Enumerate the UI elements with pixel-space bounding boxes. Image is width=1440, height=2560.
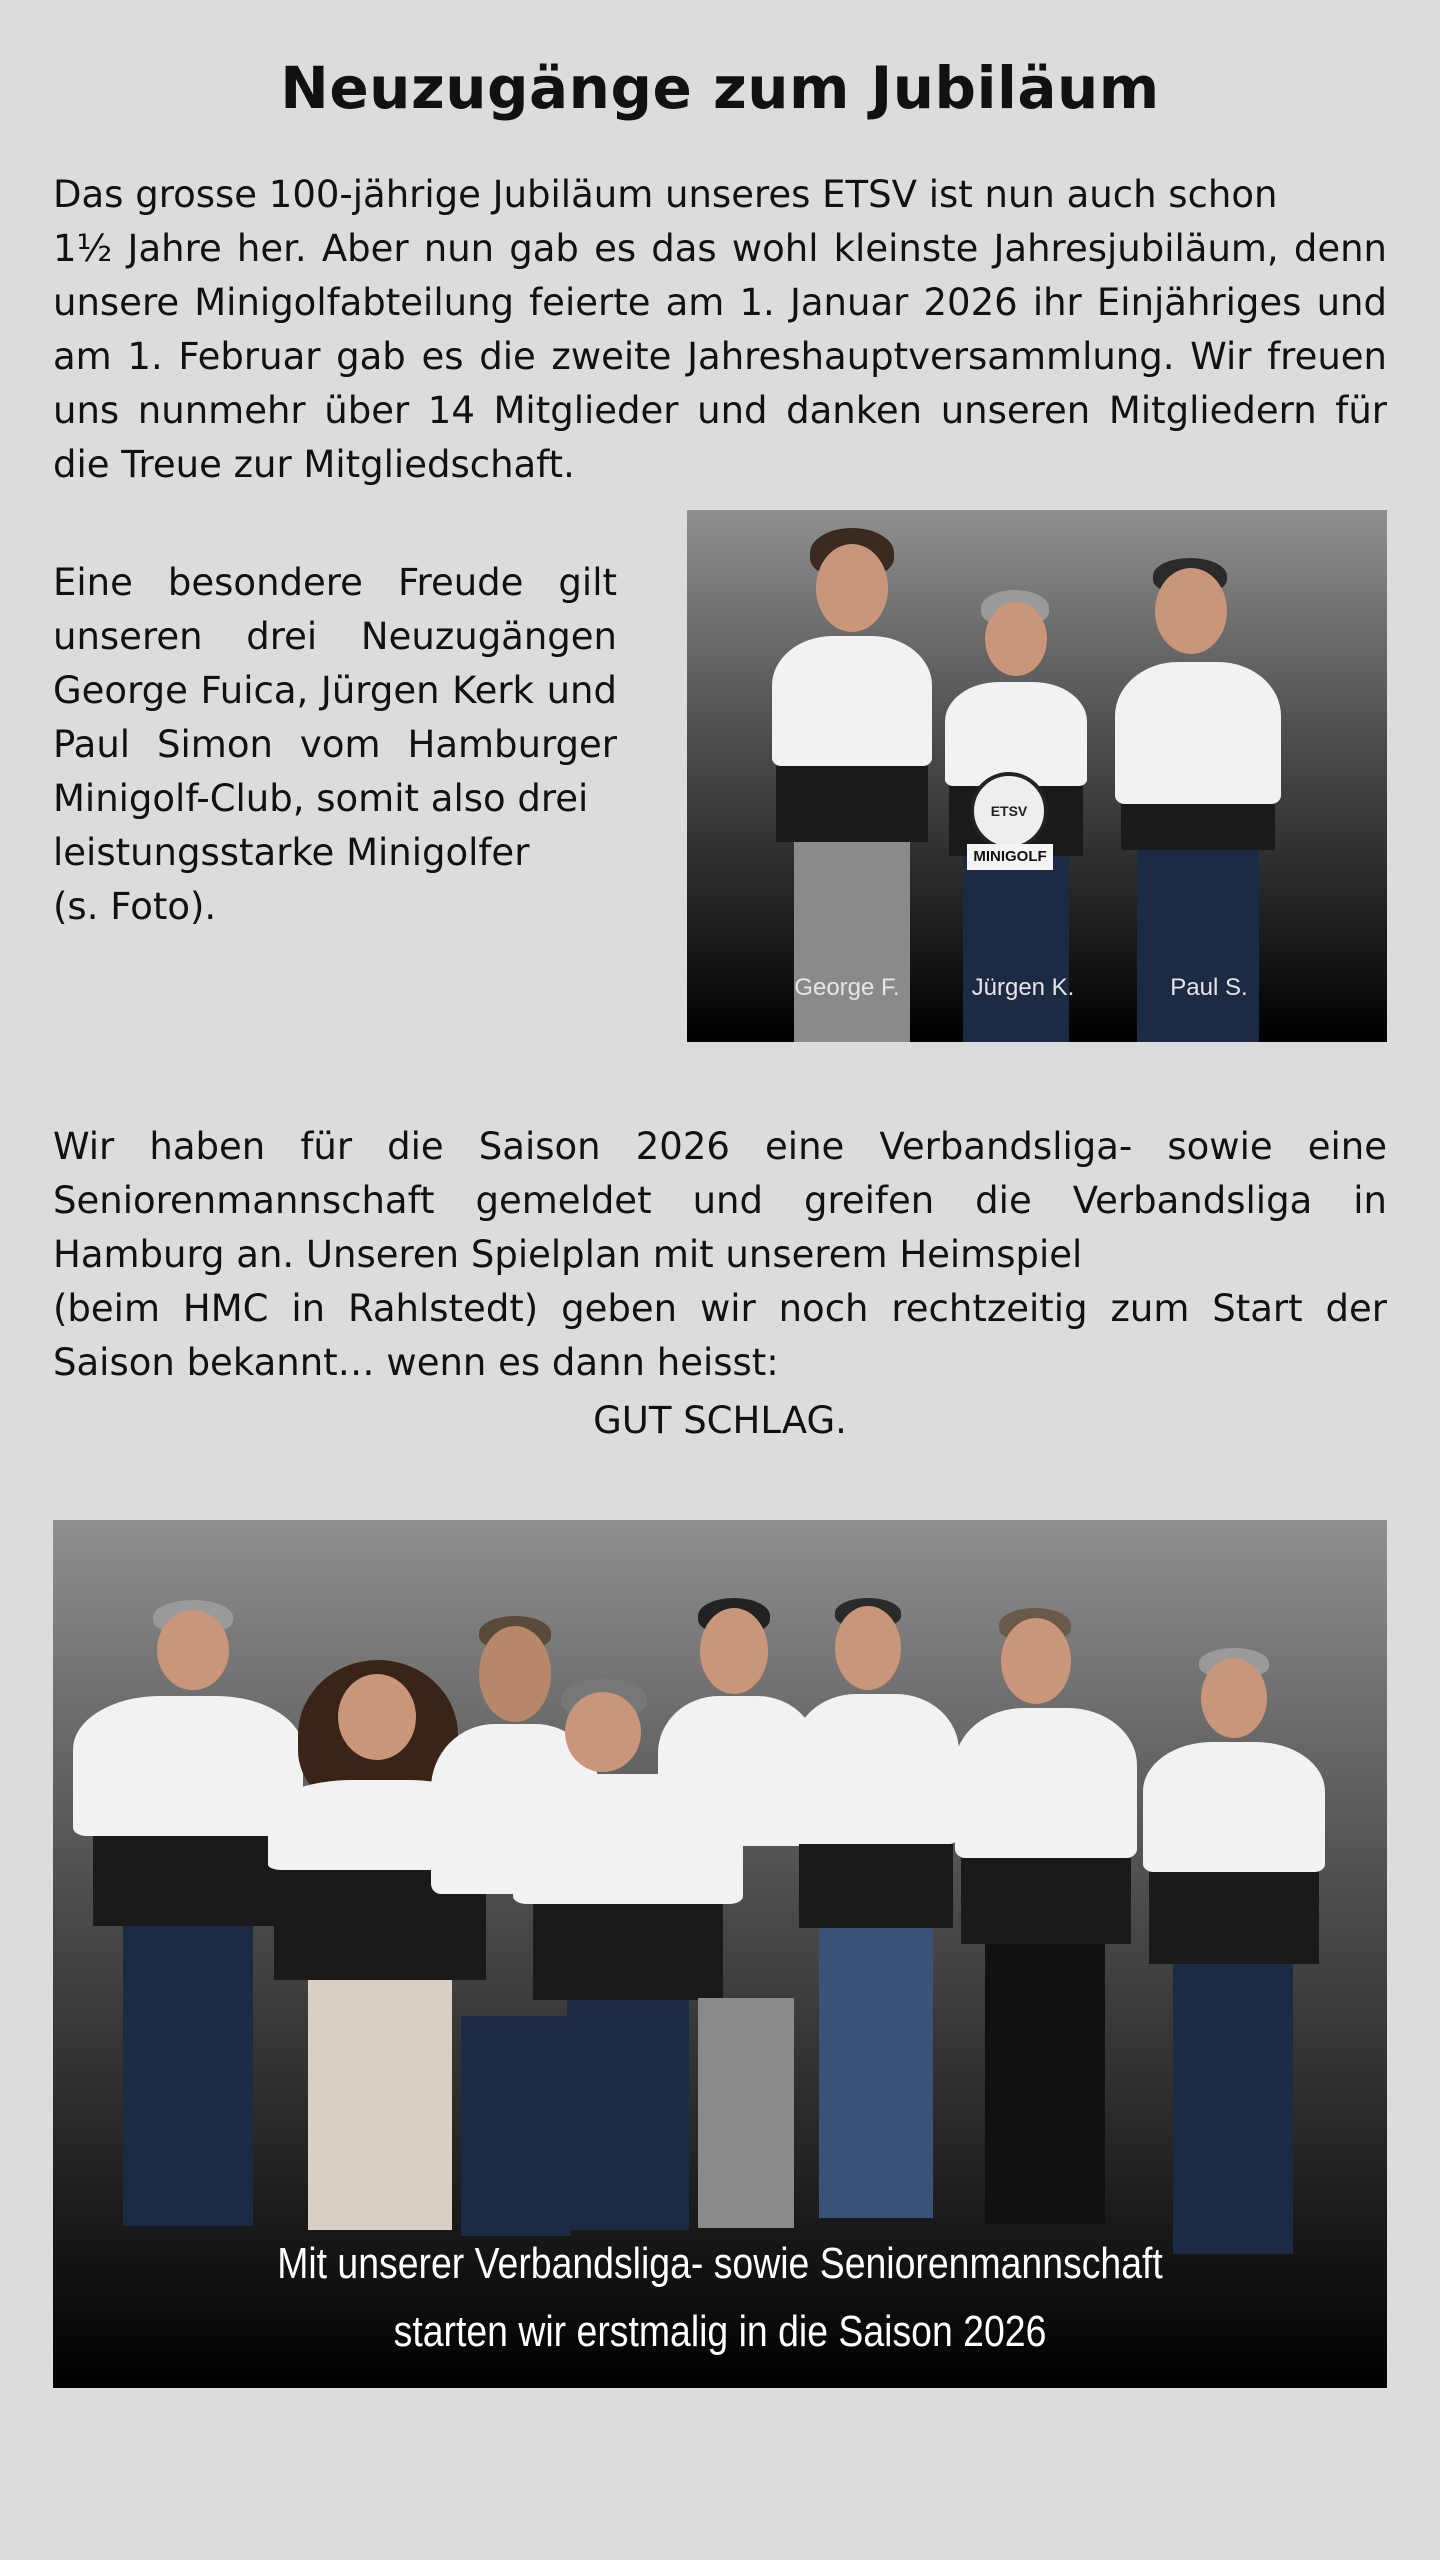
- season-paragraph: [53, 1120, 1387, 1390]
- newcomers-line-1: Eine besondere Freude gilt unseren drei Neuzugängen George Fuica, Jürgen Kerk und Paul Simon vom Hamburger Minigolf-Club, somit also drei: [53, 561, 617, 820]
- intro-line-2: 1½ Jahre her. Aber nun gab es das wohl kleinste Jahresjubiläum, denn unsere Minigolfabteilung feierte am 1. Januar 2026 ihr Einjähriges und am 1. Februar gab es die zweite Jahreshauptversammlung. Wir freuen uns nunmehr über 14 Mitglieder und danken unseren Mitgliedern für die Treue zur Mitgliedschaft.: [53, 227, 1387, 486]
- newcomers-paragraph: [53, 556, 617, 934]
- caption-juergen: Jürgen K.: [971, 974, 1075, 1001]
- team-caption-line-1: Mit unserer Verbandsliga- sowie Seniorenmannschaft: [277, 2239, 1163, 2288]
- newcomers-line-3: (s. Foto).: [53, 885, 217, 928]
- intro-line-1: Das grosse 100-jährige Jubiläum unseres ETSV ist nun auch schon: [53, 173, 1278, 216]
- newcomers-line-2: leistungsstarke Minigolfer: [53, 831, 530, 874]
- intro-paragraph: [53, 168, 1387, 492]
- team-photo: [53, 1520, 1387, 2388]
- closing-line: GUT SCHLAG.: [593, 1399, 847, 1442]
- caption-george: George F.: [794, 974, 900, 1001]
- caption-paul: Paul S.: [1170, 974, 1248, 1001]
- season-line-2: (beim HMC in Rahlstedt) geben wir noch rechtzeitig zum Start der Saison bekannt… wenn es dann heisst:: [53, 1287, 1387, 1384]
- minigolf-label: MINIGOLF: [967, 844, 1053, 870]
- season-line-1: Wir haben für die Saison 2026 eine Verbandsliga- sowie eine Seniorenmannschaft gemeldet und greifen die Verbandsliga in Hamburg an. Unseren Spielplan mit unserem Heimspiel: [53, 1125, 1387, 1276]
- team-photo-caption: [153, 2230, 1287, 2366]
- newcomers-photo: [687, 510, 1387, 1042]
- team-caption-line-2: starten wir erstmalig in die Saison 2026: [393, 2307, 1047, 2356]
- page-title: Neuzugänge zum Jubiläum: [280, 54, 1160, 122]
- etsv-badge: ETSV: [970, 772, 1048, 850]
